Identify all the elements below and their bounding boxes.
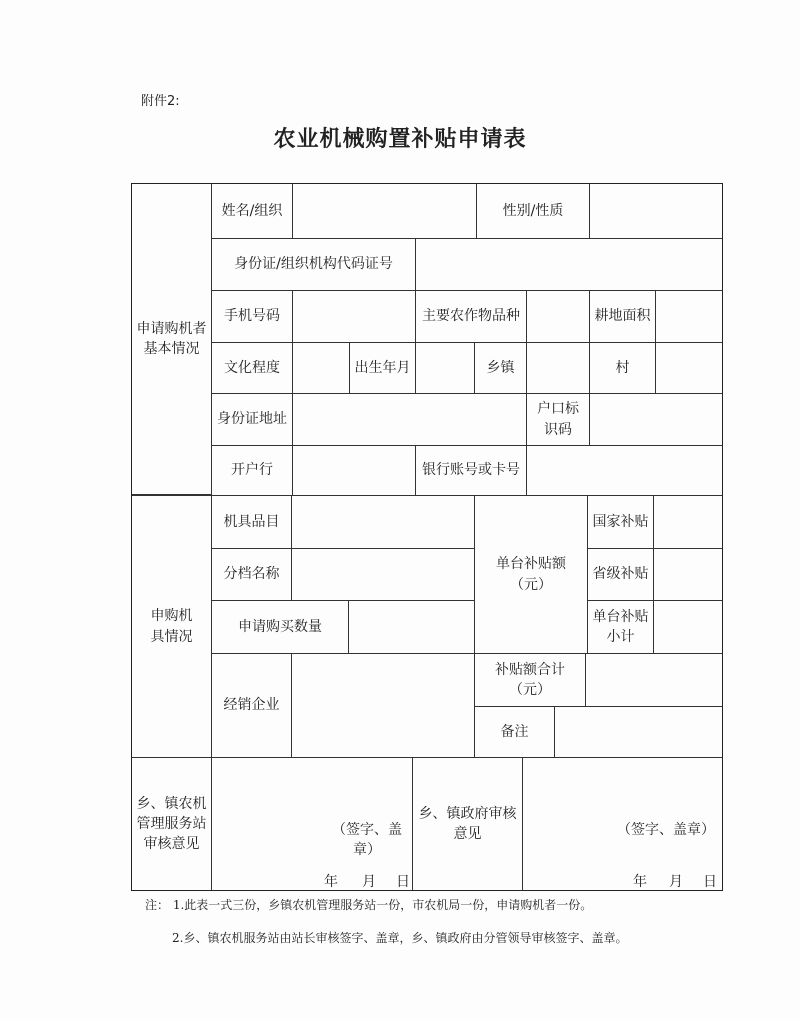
total-subsidy-field[interactable]: [585, 653, 723, 707]
station-date-day: 日: [396, 874, 410, 890]
dealer-label: 经销企业: [211, 653, 292, 758]
remark-label: 备注: [474, 706, 555, 758]
birth-label: 出生年月: [349, 342, 416, 394]
note-line-1: 注： 1.此表一式三份，乡镇农机管理服务站一份，市农机局一份，申请购机者一份。: [145, 898, 593, 912]
remark-field[interactable]: [554, 706, 723, 758]
id-number-label: 身份证/组织机构代码证号: [211, 238, 416, 291]
education-field[interactable]: [292, 342, 350, 394]
unit-subtotal-label: 单台补贴小计: [587, 600, 654, 654]
attachment-label: 附件2:: [141, 94, 180, 109]
national-subsidy-field[interactable]: [653, 495, 723, 549]
station-review-field[interactable]: [211, 757, 413, 891]
household-code-field[interactable]: [589, 393, 723, 446]
phone-label: 手机号码: [211, 290, 293, 343]
machine-item-field[interactable]: [291, 495, 475, 549]
village-field[interactable]: [655, 342, 723, 394]
gov-review-field[interactable]: [522, 757, 723, 891]
form-title: 农业机械购置补贴申请表: [273, 126, 527, 152]
village-label: 村: [589, 342, 656, 394]
education-label: 文化程度: [211, 342, 293, 394]
name-label: 姓名/组织: [211, 183, 293, 239]
name-field[interactable]: [292, 183, 477, 239]
section-applicant-label: 申请购机者基本情况: [131, 183, 212, 495]
crop-label: 主要农作物品种: [415, 290, 527, 343]
phone-field[interactable]: [292, 290, 416, 343]
quantity-label: 申请购买数量: [211, 600, 349, 654]
section-machine-label: 申购机具情况: [131, 495, 212, 758]
town-label: 乡镇: [474, 342, 527, 394]
id-address-field[interactable]: [292, 393, 527, 446]
grade-label: 分档名称: [211, 548, 292, 601]
bank-field[interactable]: [292, 445, 416, 496]
gov-review-label: 乡、镇政府审核意见: [412, 757, 523, 891]
station-date-month: 月: [362, 874, 376, 890]
crop-field[interactable]: [526, 290, 590, 343]
gender-label: 性别/性质: [476, 183, 590, 239]
household-code-label: 户口标识码: [526, 393, 590, 446]
station-sign-text: （签字、盖章）: [332, 822, 402, 859]
unit-subtotal-field[interactable]: [653, 600, 723, 654]
birth-field[interactable]: [415, 342, 475, 394]
gov-date-month: 月: [669, 874, 683, 890]
grade-field[interactable]: [291, 548, 475, 601]
id-address-label: 身份证地址: [211, 393, 293, 446]
national-subsidy-label: 国家补贴: [587, 495, 654, 549]
provincial-subsidy-label: 省级补贴: [587, 548, 654, 601]
station-date-year: 年: [324, 874, 338, 890]
farmland-label: 耕地面积: [589, 290, 656, 343]
gov-sign-text: （签字、盖章）: [617, 822, 715, 838]
quantity-field[interactable]: [348, 600, 475, 654]
provincial-subsidy-field[interactable]: [653, 548, 723, 601]
gov-date-year: 年: [633, 874, 647, 890]
gov-date-day: 日: [703, 874, 717, 890]
total-subsidy-label: 补贴额合计（元）: [474, 653, 586, 707]
station-review-label: 乡、镇农机管理服务站审核意见: [131, 757, 212, 891]
town-field[interactable]: [526, 342, 590, 394]
machine-item-label: 机具品目: [211, 495, 292, 549]
account-label: 银行账号或卡号: [415, 445, 527, 496]
gender-field[interactable]: [589, 183, 723, 239]
bank-label: 开户行: [211, 445, 293, 496]
note-line-2: 2.乡、镇农机服务站由站长审核签字、盖章，乡、镇政府由分管领导审核签字、盖章。: [172, 931, 628, 945]
id-number-field[interactable]: [415, 238, 723, 291]
unit-subsidy-label: 单台补贴额（元）: [474, 495, 588, 654]
farmland-field[interactable]: [655, 290, 723, 343]
account-field[interactable]: [526, 445, 723, 496]
dealer-field[interactable]: [291, 653, 475, 758]
